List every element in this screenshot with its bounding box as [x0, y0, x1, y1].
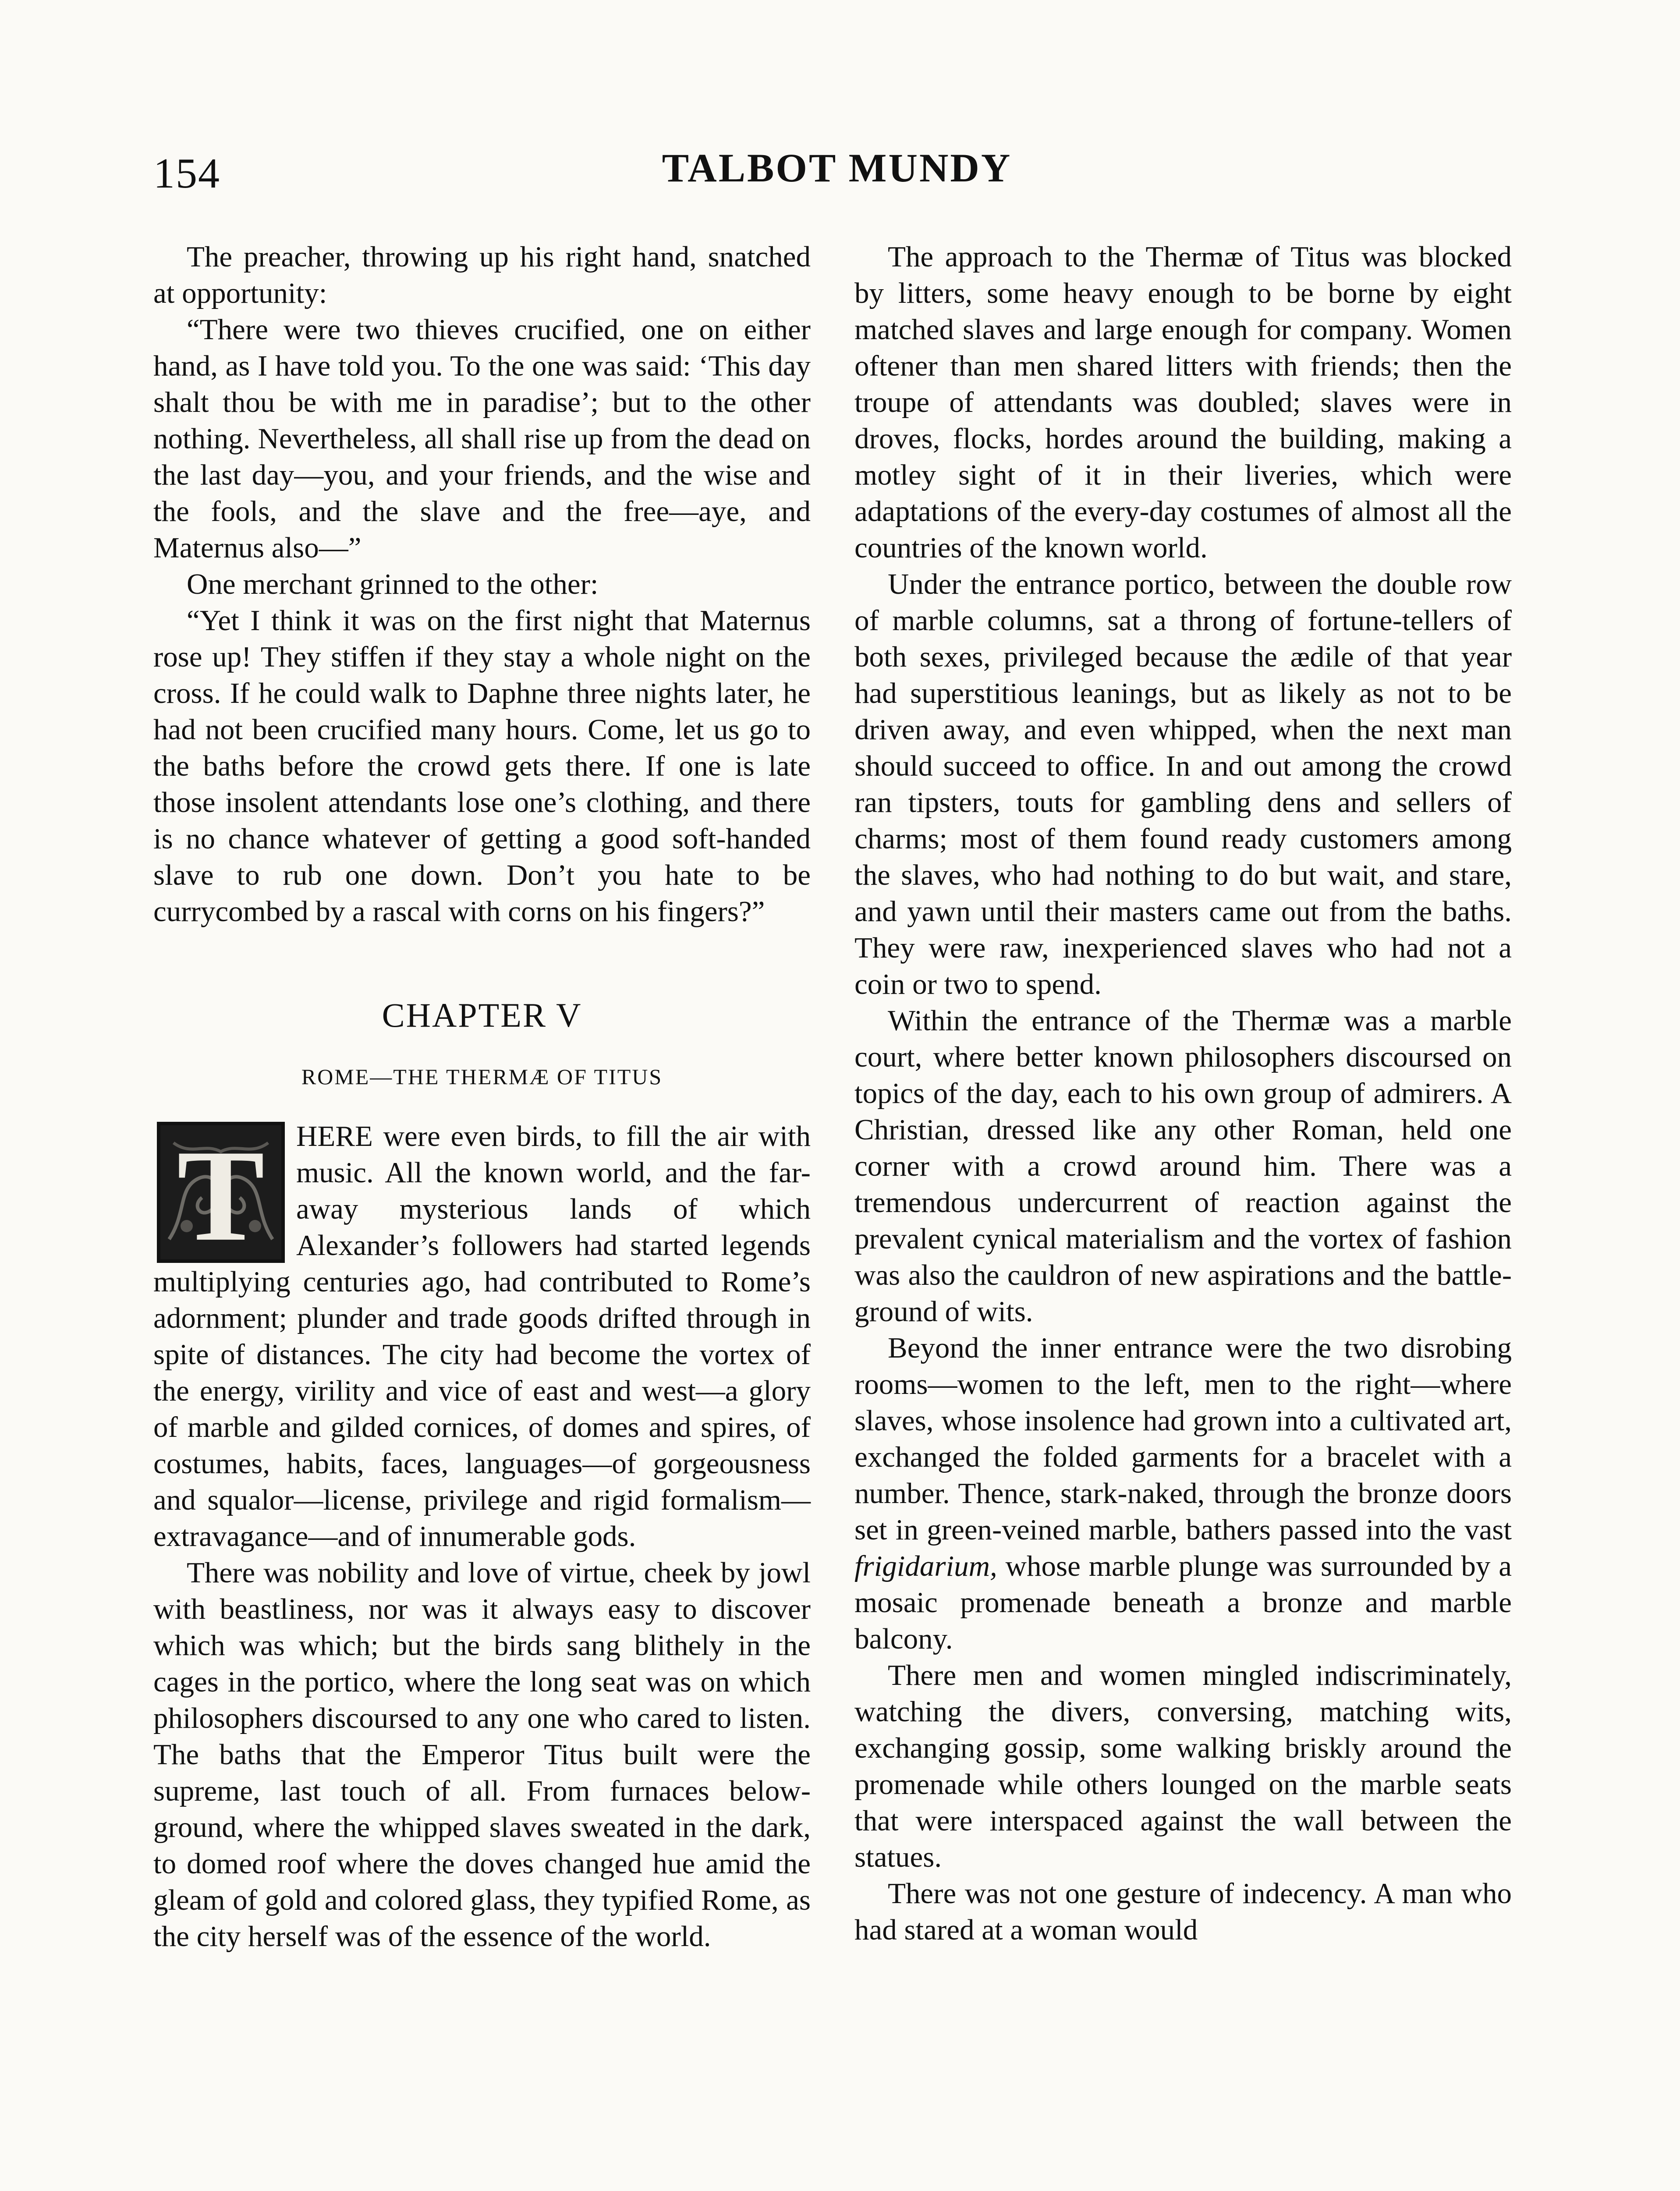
chapter-opening-text: HERE were even birds, to fill the air with music. All the known world, and the far-away mysterious lands of which Alexander’s followers had started legends multiplying centuries ago, had contributed to Rome’s adornment; plunder and trade goods drifted through in spite of distances. The city had become the vortex of the energy, virility and vice of east and west—a glory of marble and gilded cornices, of domes and spires, of costumes, habits, faces, languages—of gorgeousness and squalor—license, privilege and rigid formalism—extravagance—and of innumerable gods.	[153, 1120, 811, 1553]
page-header	[153, 145, 1521, 202]
paragraph: The preacher, throwing up his right hand, snatched at opportunity:	[153, 241, 811, 309]
paragraph: There was not one gesture of indecency. A man who had stared at a woman would	[854, 1877, 1512, 1946]
paragraph	[854, 1330, 1512, 1657]
paragraph: Under the entrance portico, between the double row of marble columns, sat a throng of fortune-tellers of both sexes, privileged because the ædile of that year had superstitious leanings, but as likely as not to be driven away, and even whipped, when the next man should succeed to office. In and out among the crowd ran tipsters, touts for gambling dens and sellers of charms; most of them found ready customers among the slaves, who had nothing to do but wait, and stare, and yawn until their masters came out from the baths. They were raw, inexperienced slaves who had not a coin or two to spend.	[854, 568, 1512, 1000]
paragraph: The approach to the Thermæ of Titus was blocked by litters, some heavy enough to be borne by eight matched slaves and large enough for company. Women oftener than men shared litters with friends; then the troupe of attendants was doubled; slaves were in droves, flocks, hordes around the building, making a motley sight of it in their liveries, which were adaptations of the every-day costumes of almost all the countries of the known world.	[854, 241, 1512, 564]
chapter-subtitle-text: ROME—THE THERMÆ OF TITUS	[301, 1064, 663, 1089]
chapter-opening-paragraph	[153, 1118, 811, 1555]
paragraph: Within the entrance of the Thermæ was a marble court, where better known philosophers discoursed on topics of the day, each to his own group of admirers. A Christian, dressed like any other Roman, held one corner with a crowd around him. There was a tremendous undercurrent of reaction against the prevalent cynical materialism and the vortex of fashion was also the cauldron of new aspirations and the battle-ground of wits.	[854, 1004, 1512, 1328]
drop-cap-ornament	[157, 1122, 285, 1263]
page-number: 154	[153, 150, 220, 197]
right-column	[854, 239, 1512, 1948]
chapter-subtitle	[153, 1061, 811, 1092]
paragraph: One merchant grinned to the other:	[187, 568, 599, 600]
paragraph-text: Beyond the inner entrance were the two disrobing rooms—women to the left, men to the right—where slaves, whose insolence had grown into a cultivated art, exchanged the folded garments for a bracelet with a number. Thence, stark-naked, through the bronze doors set in green-veined marble, bathers passed into the vast	[854, 1332, 1512, 1546]
drop-cap-letter: T	[177, 1123, 265, 1263]
paragraph: There was nobility and love of virtue, cheek by jowl with beastliness, nor was it always easy to discover which was which; but the birds sang blithely in the cages in the portico, where the long seat was on which philosophers discoursed to any one who cared to listen. The baths that the Emperor Titus built were the supreme, last touch of all. From furnaces below-ground, where the whipped slaves sweated in the dark, to domed roof where the doves changed hue amid the gleam of gold and colored glass, they typified Rome, as the city herself was of the essence of the world.	[153, 1556, 811, 1953]
left-column	[153, 239, 811, 1955]
chapter-heading: CHAPTER V	[382, 996, 582, 1034]
running-head: TALBOT MUNDY	[662, 145, 1012, 190]
paragraph: “There were two thieves crucified, one on either hand, as I have told you. To the one was said: ‘This day shalt thou be with me in paradise’; but to the other nothing. Nevertheless, all shall rise up from the dead on the last day—you, and your friends, and the wise and the fools, and the slave and the free—aye, and Maternus also—”	[153, 313, 811, 564]
paragraph: There men and women mingled indiscriminately, watching the divers, conversing, matching wits, exchanging gossip, some walking briskly around the promenade while others lounged on the marble seats that were interspaced against the wall between the statues.	[854, 1659, 1512, 1873]
italic-term: frigidarium,	[854, 1550, 997, 1582]
paragraph-text: whose marble plunge was surrounded by a mosaic promenade beneath a bronze and marble balcony.	[854, 1550, 1512, 1655]
paragraph: “Yet I think it was on the first night that Maternus rose up! They stiffen if they stay a whole night on the cross. If he could walk to Daphne three nights later, he had not been crucified many hours. Come, let us go to the baths before the crowd gets there. If one is late those insolent attendants lose one’s clothing, and there is no chance whatever of getting a good soft-handed slave to rub one down. Don’t you hate to be currycombed by a rascal with corns on his fingers?”	[153, 604, 811, 928]
